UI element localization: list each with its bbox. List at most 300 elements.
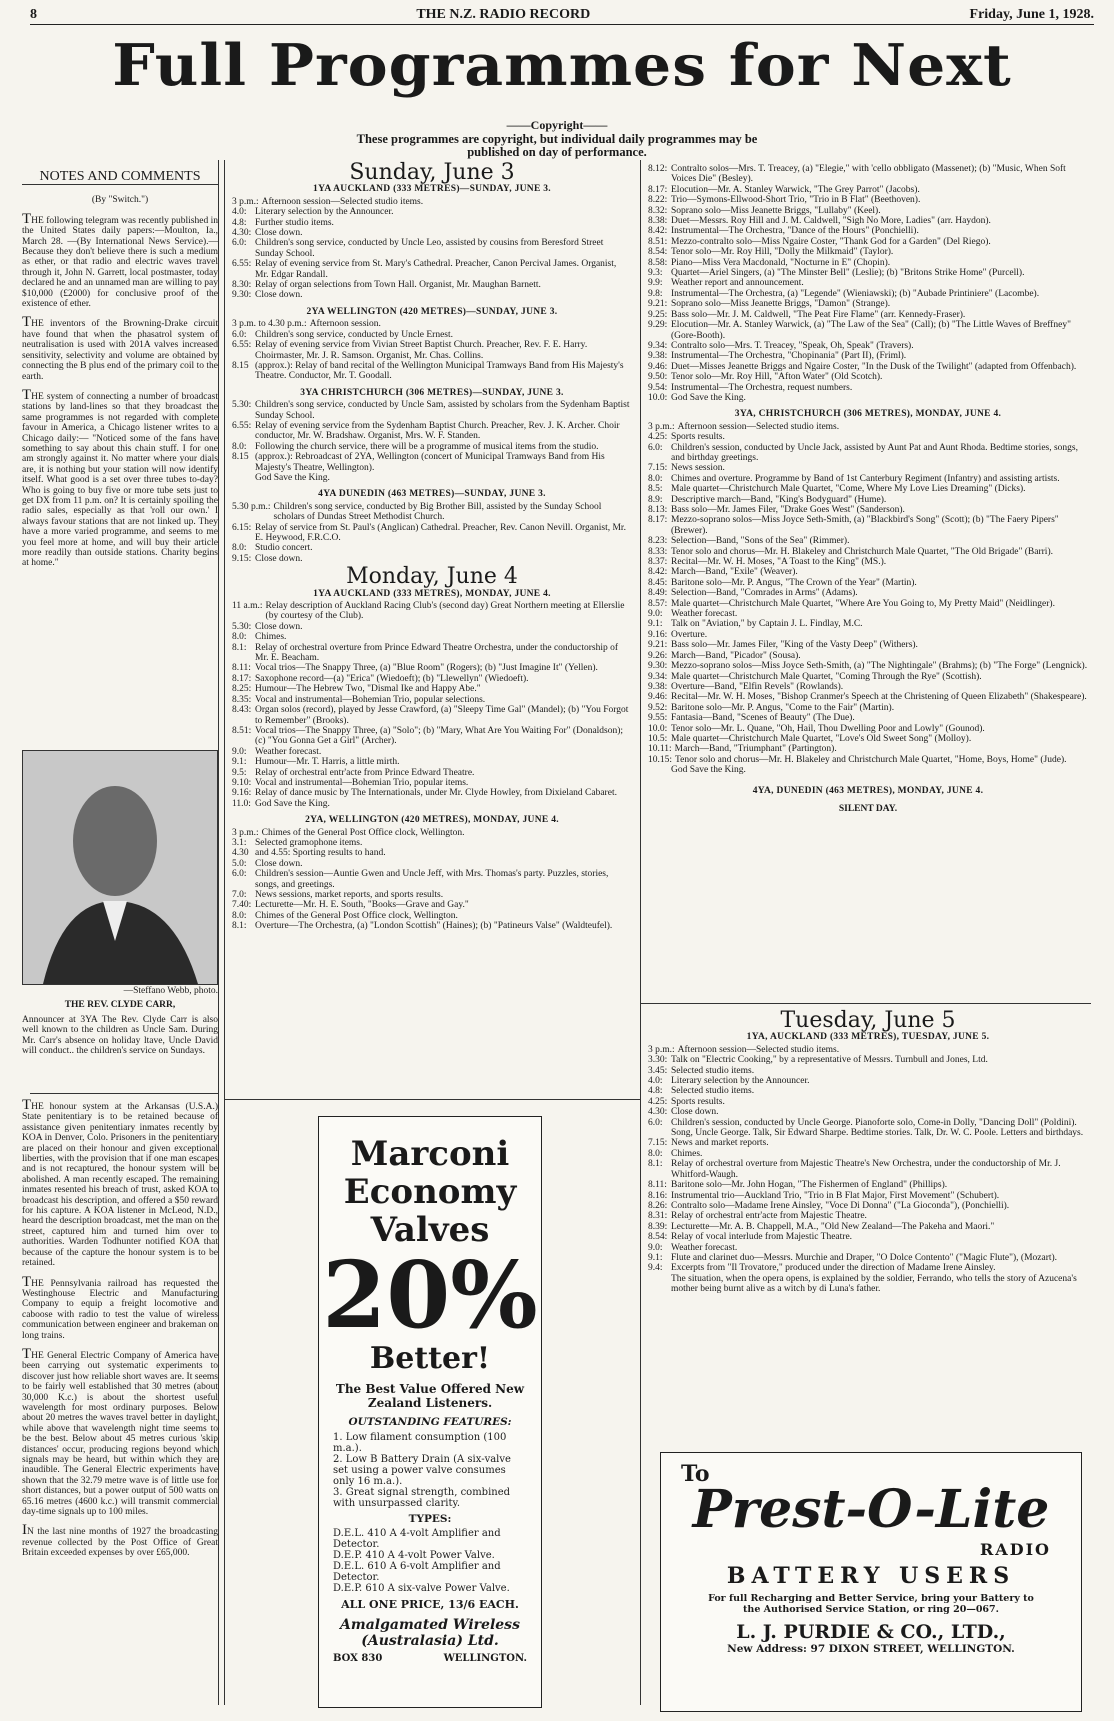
programme-item <box>648 599 1088 609</box>
notes-para: THE General Electric Company of America have been carrying out systematic experiments to discover just how reliable short waves are. It seems to be fairly well established that 30 metres (about 30,000 K.c.) is about the shortest useful wavelength for most ordinary purposes. Below about 20 metres the waves travel better in daylight, while above that wavelength night time seems to be the best. Below about 45 metres curious 'skip distances' occur, producing regions beyond which signals may be heard, but within which they are inaudible. The General Electric experiments have shown that the 32.79 metre wave is of little use for short distances, but a power output of 500 watts on 65.16 metres (4600 k.c.) will transmit commercial day-time signals up to 100 miles. <box>22 1345 218 1518</box>
programme-item <box>648 393 1088 403</box>
programme-text: Children's session, conducted by Uncle Jack, assisted by Aunt Pat and Aunt Rhoda. Bedtime stories, songs, and birthday greetings. <box>671 442 1079 463</box>
programme-text: Literary selection by the Announcer. <box>255 207 394 218</box>
programme-time: 8.0: <box>232 910 247 921</box>
programme-time: 7.15: <box>648 463 668 474</box>
programme-time: 4.30: <box>232 228 252 239</box>
programme-time: 6.0: <box>648 442 663 453</box>
ad-box: BOX 830 <box>333 1653 383 1664</box>
programme-text: Relay of dance music by The Internationals, under Mr. Clyde Howley, from Dixieland Cabaret. <box>255 788 617 799</box>
programme-item <box>232 400 632 421</box>
programme-text: Elocution—Mr. A. Stanley Warwick, "The Grey Parrot" (Jacobs). <box>671 184 920 195</box>
programme-time: 8.11: <box>232 663 251 674</box>
programme-time: 9.1: <box>648 619 663 630</box>
programme-time: 4.25: <box>648 432 668 443</box>
notes-para: THE inventors of the Browning-Drake circuit have found that when the phasatrol system of neutralisation is used with 201A valves increased sensitivity, selectivity and volume are obtained by connecting the B plus end of the primary coil to the earth. <box>22 314 218 382</box>
programme-time: 10.11: <box>648 744 672 755</box>
programme-time: 9.29: <box>648 320 668 331</box>
programme-item <box>232 768 632 778</box>
programme-time: 4.30 <box>232 848 249 859</box>
programme-time: 8.32: <box>648 205 668 216</box>
ad-discount: 20% <box>322 1241 538 1349</box>
middle-column <box>232 160 632 932</box>
programme-text: Chimes and overture. Programme by Band of 1st Canterbury Regiment (Infantry) and assisting artists. <box>671 473 1060 484</box>
programme-item <box>648 1222 1088 1232</box>
programme-text: Relay of service from St. Paul's (Anglican) Cathedral. Preacher, Rev. Canon Nevill. Organist, Mr. E. Heywood, F.R.C.O. <box>255 522 626 543</box>
programme-text: Overture—Band, "Elfin Revels" (Rowlands). <box>671 681 844 692</box>
programme-time: 11 a.m.: <box>232 601 263 612</box>
programme-text: Elocution—Mr. A. Stanley Warwick, (a) "The Law of the Sea" (Call); (b) "The Little Waves of Breffney" (Gore-Booth). <box>671 320 1071 341</box>
programme-time: 8.45: <box>648 577 668 588</box>
photo-credit: —Steffano Webb, photo. <box>123 986 218 996</box>
programme-time: 9.16: <box>648 629 668 640</box>
programme-item <box>648 630 1088 640</box>
prestolite-advert <box>660 1452 1082 1712</box>
programme-time: 8.12: <box>648 164 668 174</box>
ad-city: WELLINGTON. <box>443 1653 527 1664</box>
ad-features <box>333 1432 527 1509</box>
programme-text: Children's session—Auntie Gwen and Uncle Jeff, with Mrs. Thomas's party. Puzzles, stories, songs, and greetings. <box>255 869 609 890</box>
programme-item <box>648 661 1088 671</box>
ad-dealer-address: New Address: 97 DIXON STREET, WELLINGTON. <box>727 1643 1015 1655</box>
programme-text: Sports results. <box>671 432 725 443</box>
programme-text: Contralto solo—Madame Irene Ainsley, "Voce Di Donna" ("La Gioconda"), (Ponchielli). <box>671 1200 1010 1211</box>
programme-text: Close down. <box>255 621 303 632</box>
programme-time: 3 p.m.: <box>232 827 259 838</box>
programme-text: Close down. <box>255 290 303 301</box>
programme-text: Weather report and announcement. <box>671 278 804 289</box>
programme-item <box>232 778 632 788</box>
ad-types <box>333 1528 527 1594</box>
programme-item <box>232 674 632 684</box>
programme-time: 9.21: <box>648 299 668 310</box>
programme-text: Selection—Band, "Sons of the Sea" (Rimmer). <box>671 536 850 547</box>
programme-item <box>648 422 1088 432</box>
programme-item <box>232 280 632 290</box>
programme-text: Tenor solo—Mr. L. Quane, "Oh, Hail, Thou Dwelling Poor and Lowly" (Gounod). <box>671 723 985 734</box>
notes-para: THE Pennsylvania railroad has requested the Westinghouse Electric and Manufacturing Company to equip a freight locomotive and caboose with radio to test the value of wireless communication between engineer and brakeman on long trains. <box>22 1273 218 1341</box>
programme-time: 8.17: <box>232 673 252 684</box>
programme-item <box>232 799 632 809</box>
programme-time: 5.30: <box>232 621 252 632</box>
programme-item <box>648 567 1088 577</box>
programme-time: 9.0: <box>648 609 663 620</box>
programme-item <box>648 651 1088 661</box>
programme-text: Afternoon session—Selected studio items. <box>677 421 840 432</box>
station-heading: 1YA AUCKLAND (333 METRES)—SUNDAY, JUNE 3. <box>313 184 551 195</box>
programme-item <box>648 299 1088 309</box>
programme-time: 8.0: <box>232 441 247 452</box>
station-heading: 2YA WELLINGTON (420 METRES)—SUNDAY, JUNE 3. <box>306 306 558 317</box>
programme-item <box>648 185 1088 195</box>
programme-item <box>648 640 1088 650</box>
programme-time: 8.13: <box>648 505 668 515</box>
programme-text: Mezzo-soprano solos—Miss Joyce Seth-Smith, (a) "The Nightingale" (Brahms); (b) "The Forge" (Lengnick). <box>671 661 1088 672</box>
programme-text: Male quartet—Christchurch Male Quartet, "Come, Where My Love Lies Dreaming" (Dicks). <box>671 484 1026 495</box>
programme-time: 9.46: <box>648 361 668 372</box>
programme-text: Instrumental—The Orchestra, request numbers. <box>671 382 853 393</box>
programme-time: 9.0: <box>648 1242 663 1253</box>
programme-item <box>648 1201 1088 1211</box>
programme-text: Vocal and instrumental—Bohemian Trio, popular items. <box>255 777 469 788</box>
programme-text: Mezzo-soprano solos—Miss Joyce Seth-Smith, (a) "Blackbird's Song" (Scott); (b) "The Faery Pipers" (Brewer). <box>671 515 1059 536</box>
programme-text: and 4.55: Sporting results to hand. <box>255 848 386 859</box>
programme-time: 9.8: <box>648 288 663 299</box>
ad-better: Better! <box>369 1341 491 1376</box>
programme-item <box>232 543 632 553</box>
programme-item <box>232 726 632 747</box>
programme-text: Baritone solo—Mr. P. Angus, "Come to the Fair" (Martin). <box>671 702 895 713</box>
station-programme <box>232 601 632 809</box>
programme-time: 3.1: <box>232 837 247 848</box>
programme-time: 9.21: <box>648 640 668 651</box>
programme-time: 8.31: <box>648 1211 668 1222</box>
programme-time: 3 p.m. to 4.30 p.m.: <box>232 319 307 330</box>
programme-item <box>648 268 1088 278</box>
programme-time: 4.30: <box>648 1107 668 1118</box>
programme-text: Following the church service, there will be a programme of musical items from the studio. <box>255 441 599 452</box>
programme-item <box>232 442 632 452</box>
programme-item <box>648 1263 1088 1273</box>
programme-time: 6.15: <box>232 522 252 533</box>
ad-type: D.E.P. 410 A 4-volt Power Valve. <box>333 1550 495 1561</box>
programme-text: Literary selection by the Announcer. <box>671 1076 810 1087</box>
programme-text: Piano—Miss Vera Macdonald, "Nocturne in E" (Chopin). <box>671 257 891 268</box>
programme-item <box>232 473 632 483</box>
programme-text: Close down. <box>671 1107 719 1118</box>
programme-item <box>648 1118 1088 1139</box>
programme-item <box>232 705 632 726</box>
programme-text: Children's song service, conducted by Big Brother Bill, assisted by the Sunday School scholars of Dundas Street Methodist Church. <box>273 501 602 523</box>
programme-text: Relay of evening service from the Sydenham Baptist Church. Preacher, Rev. J. K. Archer. Choir conductor, Mr. W. Bradshaw. Organist, Mrs. W. F. Standen. <box>255 420 620 442</box>
programme-time: 8.38: <box>648 216 668 227</box>
programme-text: Children's song service, conducted by Uncle Sam, assisted by scholars from the Sydenham Baptist Sunday School. <box>255 400 630 421</box>
programme-item <box>232 900 632 910</box>
programme-item <box>648 588 1088 598</box>
portrait-silhouette <box>23 751 217 984</box>
programme-time: 9.10: <box>232 777 252 788</box>
programme-item <box>648 206 1088 216</box>
ad-radio: RADIO <box>979 1540 1051 1559</box>
programme-text: Mezzo-contralto solo—Miss Ngaire Coster, "Thank God for a Garden" (Del Riego). <box>671 236 991 247</box>
programme-text: Weather forecast. <box>671 1242 738 1253</box>
ad-type: D.E.P. 610 A six-valve Power Valve. <box>333 1583 510 1594</box>
programme-item <box>232 890 632 900</box>
programme-item <box>648 734 1088 744</box>
programme-text: News and market reports. <box>671 1138 769 1149</box>
programme-time: 7.0: <box>232 890 247 900</box>
programme-time <box>648 765 668 775</box>
programme-item <box>648 547 1088 557</box>
programme-text: Chimes of the General Post Office clock, Wellington. <box>261 827 465 838</box>
programme-time: 8.15 <box>232 452 249 463</box>
programme-time: 9.54: <box>648 382 668 393</box>
programme-time: 8.22: <box>648 195 668 206</box>
station-programme <box>232 828 632 932</box>
programme-text: Instrumental—The Orchestra, "Chopinania" (Part II), (Friml). <box>671 351 907 362</box>
station-heading: 4YA DUNEDIN (463 METRES)—SUNDAY, JUNE 3. <box>318 489 546 500</box>
programme-time: 5.0: <box>232 858 247 869</box>
programme-text: Relay of orchestral entr'acte from Prince Edward Theatre. <box>255 767 475 778</box>
programme-time: 8.23: <box>648 536 668 547</box>
programme-text: Further studio items. <box>255 217 334 228</box>
programme-text: Children's song service, conducted by Uncle Leo, assisted by cousins from Beresford Street Sunday School. <box>255 238 604 259</box>
programme-text: God Save the King. <box>671 765 746 776</box>
programme-text: Relay of vocal interlude from Majestic Theatre. <box>671 1232 853 1243</box>
notes-para: THE system of connecting a number of broadcast stations by land-lines so that they broadcast the same programmes is not regarded with complete favour in America, a Chicago listener writes to a Chicago daily:— "Noticed some of the fans have something to say about this chain stuff. I for one am strongly against it. No matter where your dials are, it is nothing but your station will now identify itself. What good is a set over three tubes to-day? Who is going to buy five or more tube sets just to get DX from 11 p.m. on? It is certainly spoiling the radio sales, especially as that 'roll our own.' I always favour stations that are not linked up. They have a more varied programme, and seems to me you feel more at home, and will buy their article more readily than outside stations. Charity begins at home." <box>22 386 218 569</box>
programme-text: Bass solo—Mr. J. M. Caldwell, "The Peat Fire Flame" (arr. Kennedy-Fraser). <box>671 309 966 320</box>
programme-item <box>232 523 632 544</box>
programme-time: 9.26: <box>648 650 668 661</box>
programme-text: Relay of orchestral overture from Prince Edward Theatre Orchestra, under the conductorship of Mr. E. Beacham. <box>255 642 619 664</box>
programme-item <box>648 1076 1088 1086</box>
programme-item <box>232 859 632 869</box>
programme-item <box>232 643 632 664</box>
programme-time: 8.54: <box>648 247 668 258</box>
programme-text: Recital—Mr. W. H. Moses, "A Toast to the King" (MS.). <box>671 557 887 568</box>
programme-text: Saxophone record—(a) "Erica" (Wiedoeft); (b) "Llewellyn" (Wiedoeft). <box>255 673 529 684</box>
programme-item <box>648 619 1088 629</box>
programme-text: Male quartet—Christchurch Male Quartet, "Where Are You Going to, My Pretty Maid" (Neidlinger). <box>671 598 1055 609</box>
programme-text: Male quartet—Christchurch Male Quartet, "Coming Through the Rye" (Scottish). <box>671 671 982 682</box>
station-heading: 3YA CHRISTCHURCH (306 METRES)—SUNDAY, JUNE 3. <box>300 387 564 398</box>
programme-text: March—Band, "Triumphant" (Partington). <box>674 744 837 755</box>
programme-text: News session. <box>671 463 725 474</box>
programme-time: 8.42: <box>648 567 668 578</box>
programme-time: 9.9: <box>648 278 663 289</box>
programme-time: 10.0: <box>648 723 668 734</box>
programme-text: Afternoon session—Selected studio items. <box>261 196 424 207</box>
notes-para: THE following telegram was recently published in the United States daily papers:—Moulton, Ia., March 28. —(By International News Service).— Because they don't believe there is such a medium as ether, or that radio and electric waves travel through it, John N. Garrett, local postmaster, today declared he and an unnamed man are willing to pay $10,000 (£2000) for conclusive proof of the existence of ether. <box>22 210 218 310</box>
programme-time: 6.55: <box>232 420 252 431</box>
programme-item <box>648 226 1088 236</box>
programme-item <box>648 432 1088 442</box>
copyright-title: ——Copyright—— <box>506 118 608 132</box>
programme-time: 8.0: <box>648 1148 663 1159</box>
page-banner: Full Programmes for Next <box>112 32 1012 100</box>
programme-text: Trio—Symons-Ellwood-Short Trio, "Trio in B Flat" (Beethoven). <box>671 195 921 206</box>
programme-item <box>232 361 632 382</box>
programme-item <box>648 237 1088 247</box>
programme-item <box>648 1045 1088 1055</box>
programme-text: Chimes. <box>671 1148 703 1159</box>
programme-item <box>648 1149 1088 1159</box>
programme-time: 6.55: <box>232 259 252 270</box>
programme-item <box>232 838 632 848</box>
column-rule <box>640 160 641 1705</box>
programme-time: 8.35: <box>232 694 252 705</box>
programme-text: Afternoon session. <box>309 319 381 330</box>
programme-text: Duet—Misses Jeanette Briggs and Ngaire Coster, "In the Dusk of the Twilight" (adapted from Offenbach). <box>671 361 1077 372</box>
programme-text: Relay of evening service from Vivian Street Baptist Church. Preacher, Rev. F. E. Harry. Choirmaster, Mr. J. R. Samson. Organist, Mr. Chas. Collins. <box>255 340 588 361</box>
notes-byline: (By "Switch.") <box>91 195 149 206</box>
programme-text: Flute and clarinet duo—Messrs. Murchie and Draper, "O Dolce Contento" ("Magic Flute"), (Mozart). <box>671 1252 1058 1263</box>
programme-item <box>232 828 632 838</box>
programme-text: Overture—The Orchestra, (a) "London Scottish" (Haines); (b) "Patineurs Valse" (Waldteufel). <box>255 921 613 932</box>
programme-item <box>648 557 1088 567</box>
programme-time: 4.0: <box>232 207 247 218</box>
programme-time: 8.1: <box>232 642 247 653</box>
portrait-photo <box>22 750 218 985</box>
ad-feature: 3. Great signal strength, combined with unsurpassed clarity. <box>333 1487 511 1509</box>
programme-item <box>648 463 1088 473</box>
programme-item <box>232 421 632 442</box>
programme-text: Recital—Mr. W. H. Moses, "Bishop Cranmer's Speech at the Christening of Queen Elizabeth" (Shakespeare). <box>671 692 1087 703</box>
programme-item <box>648 258 1088 268</box>
programme-time: 9.30: <box>232 290 252 301</box>
programme-time: 8.58: <box>648 257 668 268</box>
programme-item <box>648 195 1088 205</box>
programme-item <box>232 228 632 238</box>
programme-item <box>648 505 1088 515</box>
programme-item <box>648 1211 1088 1221</box>
ad-subtitle: The Best Value Offered New Zealand Listeners. <box>335 1382 525 1410</box>
programme-time: 3 p.m.: <box>648 421 675 432</box>
programme-text: Relay of organ selections from Town Hall. Organist, Mr. Maughan Barnett. <box>255 280 541 291</box>
ad-price: ALL ONE PRICE, 13/6 EACH. <box>341 1598 519 1611</box>
programme-text: Tenor solo and chorus—Mr. H. Blakeley and Christchurch Male Quartet, "Home, Boys, Home" (Jude). <box>675 754 1067 765</box>
programme-item <box>648 1107 1088 1117</box>
programme-text: The situation, when the opera opens, is explained by the soldier, Ferrando, who tells the story of Azucena's mother being burnt alive as a witch by di Luna's father. <box>671 1273 1077 1295</box>
programme-text: God Save the King. <box>255 798 330 809</box>
programme-text: Excerpts from "Il Trovatore," produced under the direction of Madame Irene Ainsley. <box>671 1263 996 1274</box>
programme-item <box>232 554 632 564</box>
programme-time: 9.55: <box>648 713 668 724</box>
programme-item <box>232 290 632 300</box>
programme-text: Bass solo—Mr. James Filer, "King of the Vasty Deep" (Withers). <box>671 640 918 651</box>
programme-text: (approx.): Rebroadcast of 2YA, Wellington (concert of Municipal Tramways Band from His Majesty's Theatre, Wellington). <box>255 452 605 473</box>
programme-text: Close down. <box>255 858 303 869</box>
notes-column <box>22 169 218 577</box>
programme-item <box>648 1274 1088 1295</box>
programme-text: Quartet—Ariel Singers, (a) "The Minster Bell" (Leslie); (b) "Britons Strike Home" (Purcell). <box>671 268 1025 279</box>
column-rule <box>218 160 219 1705</box>
programme-item <box>648 1086 1088 1096</box>
programme-text: Duet—Messrs. Roy Hill and J. M. Caldwell, "Sigh No More, Ladies" (arr. Haydon). <box>671 216 991 227</box>
ad-brand: Amalgamated Wireless (Australasia) Ltd. <box>340 1617 520 1649</box>
programme-time: 11.0: <box>232 798 251 809</box>
programme-item <box>648 310 1088 320</box>
programme-text: March—Band, "Exile" (Weaver). <box>671 567 798 578</box>
programme-item <box>232 921 632 931</box>
programme-time: 8.49: <box>648 588 668 599</box>
programme-time: 8.42: <box>648 226 668 237</box>
programme-item <box>232 502 632 523</box>
programme-item <box>648 474 1088 484</box>
programme-text: Relay description of Auckland Racing Club's (second day) Great Northern meeting at Ellerslie (by courtesy of the Club). <box>265 601 625 622</box>
ad-type: D.E.L. 410 A 4-volt Amplifier and Detector. <box>333 1528 501 1550</box>
programme-item <box>648 341 1088 351</box>
programme-time: 8.43: <box>232 705 252 716</box>
programme-item <box>232 452 632 473</box>
ad-feature: 1. Low filament consumption (100 m.a.). <box>333 1432 507 1454</box>
programme-item <box>648 1097 1088 1107</box>
programme-item <box>648 1191 1088 1201</box>
programme-item <box>648 724 1088 734</box>
marconi-advert <box>318 1116 542 1708</box>
programme-time: 8.0: <box>232 543 247 554</box>
programme-item <box>648 692 1088 702</box>
tuesday-section <box>648 1008 1088 1295</box>
programme-time: 6.0: <box>232 329 247 340</box>
sunday-stations <box>232 184 632 564</box>
programme-item <box>232 601 632 622</box>
programme-text: Lecturette—Mr. A. B. Chappell, M.A., "Old New Zealand—The Pakeha and Maori." <box>671 1221 995 1232</box>
programme-item <box>648 609 1088 619</box>
programme-item <box>648 536 1088 546</box>
programme-time: 6.0: <box>648 1117 663 1128</box>
programme-item <box>232 340 632 361</box>
ad-line: Valves <box>370 1210 490 1250</box>
programme-item <box>232 747 632 757</box>
programme-text: God Save the King. <box>671 392 746 403</box>
programme-text: (approx.): Relay of band recital of the Wellington Municipal Tramways Band from His Majesty's Theatre. Conductor, Mr. T. Goodall. <box>255 360 624 382</box>
programme-text: Soprano solo—Miss Jeanette Briggs, "Damon" (Strange). <box>671 299 891 310</box>
station-programme <box>232 197 632 301</box>
programme-item <box>232 663 632 673</box>
programme-text: Overture. <box>671 629 708 640</box>
day-heading-sunday: Sunday, June 3 <box>349 160 515 185</box>
programme-time: 8.0: <box>232 632 247 643</box>
programme-text: God Save the King. <box>255 472 330 483</box>
programme-time: 9.38: <box>648 351 668 362</box>
station-heading: 4YA, DUNEDIN (463 METRES), MONDAY, JUNE 4. <box>752 785 984 796</box>
monday-3ya <box>648 409 1088 775</box>
programme-time: 8.1: <box>648 1159 663 1170</box>
programme-item <box>648 765 1088 775</box>
programme-text: Lecturette—Mr. H. E. South, "Books—Grave and Gay." <box>255 900 469 911</box>
programme-time: 9.52: <box>648 702 668 713</box>
programme-item <box>648 703 1088 713</box>
programme-text: Vocal trios—The Snappy Three, (a) "Solo"; (b) "Mary, What Are You Waiting For" (Donaldson); (c) "You Gonna Get a Girl" (Archer). <box>255 725 624 747</box>
programme-time: 6.0: <box>232 238 247 249</box>
programme-item <box>232 622 632 632</box>
programme-text: Close down. <box>255 553 303 564</box>
programme-text: News sessions, market reports, and sports results. <box>255 890 444 900</box>
programme-time: 9.25: <box>648 309 668 320</box>
ad-type: D.E.L. 610 A 6-volt Amplifier and Detector. <box>333 1561 501 1583</box>
programme-item <box>648 164 1088 185</box>
programme-time: 7.15: <box>648 1138 668 1149</box>
ad-to: To <box>681 1461 710 1487</box>
ad-service-line: For full Recharging and Better Service, bring your Battery to the Authorised Service Station, or ring 20—067. <box>708 1593 1034 1615</box>
programme-item <box>648 744 1088 754</box>
station-programme <box>232 319 632 381</box>
ad-line: Economy <box>343 1172 517 1212</box>
programme-time: 5.30: <box>232 400 252 411</box>
programme-time: 9.5: <box>232 767 247 778</box>
issue-date: Friday, June 1, 1928. <box>969 7 1094 22</box>
programme-time: 8.26: <box>648 1200 668 1211</box>
programme-item <box>232 207 632 217</box>
programme-item <box>648 1055 1088 1065</box>
programme-item <box>648 383 1088 393</box>
ad-dealer: L. J. PURDIE & CO., LTD., <box>736 1621 1006 1643</box>
programme-text: Organ solos (record), played by Jesse Crawford, (a) "Sleepy Time Gal" (Mandel); (b) "You Forgot to Remember" (Brooks). <box>255 705 629 726</box>
programme-time: 9.4: <box>648 1263 663 1274</box>
programme-time: 8.16: <box>648 1190 668 1201</box>
station-heading: 1YA, AUCKLAND (333 METRES), TUESDAY, JUNE 5. <box>746 1032 990 1043</box>
programme-item <box>648 515 1088 536</box>
programme-time: 8.51: <box>648 236 668 247</box>
programme-text: Chimes. <box>255 632 287 643</box>
programme-item <box>648 1066 1088 1076</box>
programme-item <box>232 259 632 280</box>
programme-time: 9.16: <box>232 788 252 799</box>
programme-text: Descriptive march—Band, "King's Bodyguard" (Hume). <box>671 494 887 505</box>
programme-item <box>232 695 632 705</box>
station-programme <box>232 502 632 564</box>
